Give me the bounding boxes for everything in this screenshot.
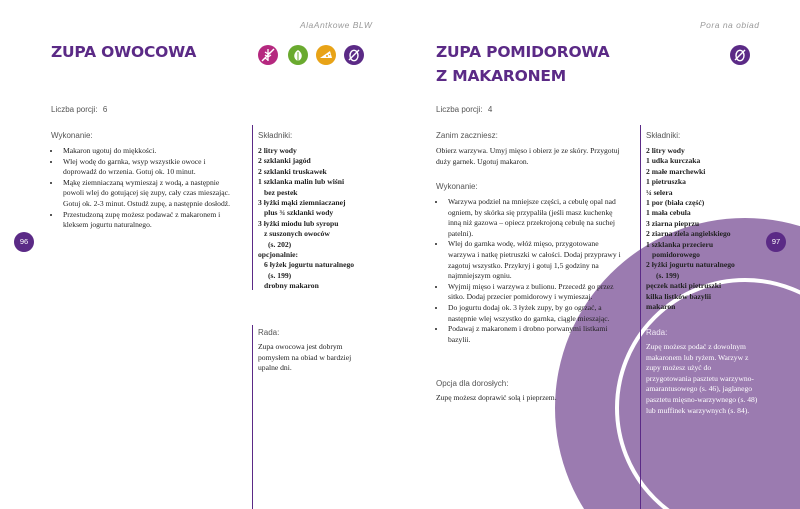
ingredient-item: plus ¾ szklanki wody — [264, 208, 334, 218]
step-item: • Wlej wodę do garnka, wsyp wszystkie owoce i doprowadź do wrzenia. Gotuj ok. 10 minut. — [61, 157, 237, 178]
recipe-title — [436, 40, 609, 88]
servings — [436, 105, 492, 114]
adult-option-text: Zupę możesz doprawić solą i pieprzem. — [436, 393, 557, 402]
method-steps — [436, 197, 622, 345]
title-line: ZUPA OWOCOWA — [51, 43, 197, 61]
chapter-header: Pora na obiad — [700, 20, 760, 30]
ingredient-item: 1 pietruszka — [646, 177, 686, 187]
servings — [51, 105, 107, 114]
prep-text: Obierz warzywa. Umyj mięso i obierz je ze skóry. Przygotuj duży garnek. Ugotuj makaron. — [436, 146, 620, 166]
servings-value: 4 — [487, 105, 493, 114]
no-egg-icon — [344, 45, 364, 65]
step-item: • Warzywa podziel na mniejsze części, a cebulę opal nad ogniem, by skórka się przypaliła (jeśli masz kuchenkę inną niż gazowa – opiecz przekrojoną cebulę na suchej patelni). — [446, 197, 622, 239]
ingredient-item: pomidorowego — [652, 250, 700, 260]
step-item: • Wyjmij mięso i warzywa z bulionu. Przecedź go przez sitko. Dodaj przecier pomidorowy i wymieszaj. — [446, 282, 622, 303]
method-label: Wykonanie: — [51, 131, 93, 140]
ingredient-item: (s. 199) — [656, 270, 680, 280]
ingredient-item: ¼ selera — [646, 187, 673, 197]
ingredient-item: pęczek natki pietruszki — [646, 281, 722, 291]
right-page — [400, 0, 800, 509]
ingredient-item: 3 ziarna pieprzu — [646, 218, 700, 228]
ingredient-item: (s. 199) — [268, 270, 292, 280]
adult-option-label: Opcja dla dorosłych: — [436, 379, 509, 388]
ingredient-item: 6 łyżek jogurtu naturalnego — [264, 260, 355, 270]
ingredient-item: 3 łyżki miodu lub syropu — [258, 218, 339, 228]
no-egg-icon — [730, 45, 750, 65]
servings-label: Liczba porcji: — [436, 105, 483, 114]
ingredients-list — [646, 146, 735, 313]
ingredient-item: 3 łyżki mąki ziemniaczanej — [258, 198, 346, 208]
ingredient-item: z suszonych owoców — [264, 229, 330, 239]
ingredient-item: 2 litry wody — [258, 146, 297, 155]
ingredient-item: 2 szklanki truskawek — [258, 166, 327, 176]
ingredients-label: Składniki: — [258, 131, 293, 140]
servings-value: 6 — [102, 105, 108, 114]
tip-text: Zupę możesz podać z dowolnym makaronem lub ryżem. Warzyw z zupy możesz użyć do przygotowania pasztetu warzywno-amarantusowego (s. 46), jaglanego pasztetu mięsno-warzywnego (s. 48) lub muffinek warzywnych (s. 84). — [646, 342, 758, 415]
method-label: Wykonanie: — [436, 182, 478, 191]
book-header: AlaAntkowe BLW — [300, 20, 373, 30]
tip-label: Rada: — [646, 328, 668, 337]
ingredient-item: drobny makaron — [264, 281, 319, 291]
tip-label: Rada: — [258, 328, 280, 337]
no-gluten-icon — [258, 45, 278, 65]
tip-text: Zupa owocowa jest dobrym pomysłem na obiad w bardziej upalne dni. — [258, 342, 352, 373]
ingredient-item: (s. 202) — [268, 239, 292, 249]
column-divider — [252, 125, 253, 290]
title-line: Z MAKARONEM — [436, 67, 566, 85]
recipe-title — [51, 40, 196, 64]
vegan-icon — [288, 45, 308, 65]
ingredient-item: 1 szklanka malin lub wiśni — [258, 177, 345, 187]
no-dairy-icon — [316, 45, 336, 65]
ingredient-item: opcjonalnie: — [258, 250, 299, 260]
ingredient-item: 2 łyżki jogurtu naturalnego — [646, 260, 735, 270]
step-item: • Do jogurtu dodaj ok. 3 łyżek zupy, by go ogrzać, a następnie wlej wszystko do garnka, ciągle mieszając. — [446, 303, 622, 324]
step-item: • Mąkę ziemniaczaną wymieszaj z wodą, a następnie powoli wlej do gotującej się zupy, cały czas mieszając. Gotuj ok. 2-3 minut. Ostudź zupę, a następnie dosłodź. — [61, 178, 237, 210]
ingredient-item: 2 litry wody — [646, 146, 685, 155]
ingredient-item: 1 por (biała część) — [646, 198, 705, 208]
title-line: ZUPA POMIDOROWA — [436, 43, 610, 61]
step-item: • Wlej do garnka wodę, włóż mięso, przygotowane warzywa i natkę pietruszki w całości. Dodaj przyprawy i zagotuj wszystko. Przykryj i gotuj 1,5 godziny na najmniejszym ogniu. — [446, 239, 622, 281]
column-divider — [640, 125, 641, 509]
ingredient-item: 2 małe marchewki — [646, 166, 706, 176]
method-steps — [51, 146, 237, 231]
ingredient-item: makaron — [646, 302, 676, 312]
ingredient-item: 1 mała cebula — [646, 208, 691, 218]
ingredients-label: Składniki: — [646, 131, 681, 140]
ingredient-item: kilka listków bazylii — [646, 291, 711, 301]
step-item: • Przestudzoną zupę możesz podawać z makaronem i kleksem jogurtu naturalnego. — [61, 210, 237, 231]
servings-label: Liczba porcji: — [51, 105, 98, 114]
ingredient-item: bez pestek — [264, 187, 298, 197]
step-item: • Makaron ugotuj do miękkości. — [61, 146, 237, 157]
ingredient-item: 1 udka kurczaka — [646, 156, 701, 166]
page-number: 97 — [766, 232, 786, 252]
page-number: 96 — [14, 232, 34, 252]
ingredient-item: 2 ziarna ziela angielskiego — [646, 229, 731, 239]
column-divider — [252, 325, 253, 509]
prep-label: Zanim zaczniesz: — [436, 131, 498, 140]
ingredient-item: 2 szklanki jagód — [258, 156, 311, 166]
step-item: • Podawaj z makaronem i drobno porwanymi listkami bazylii. — [446, 324, 622, 345]
ingredient-item: 1 szklanka przecieru — [646, 239, 714, 249]
ingredients-list — [258, 146, 354, 292]
